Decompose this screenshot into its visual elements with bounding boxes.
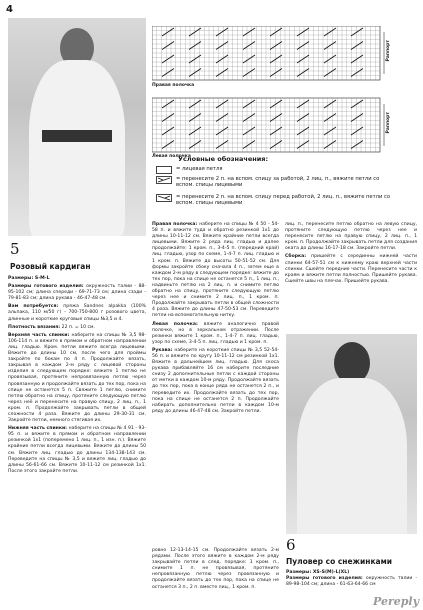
paragraph-heading: Размеры: S-M-L [8,276,50,281]
paragraph-heading: Нижняя часть спинки: [8,426,69,432]
paragraph [152,548,279,591]
paragraph [152,322,279,346]
section-5-number: 5 [10,240,20,258]
pullover-photo [286,334,417,534]
knit-stitch-symbol [156,166,172,174]
section-5-title: Розовый кардиган [10,262,91,271]
section-5-column-1 [8,276,146,477]
watermark: Pereply [372,595,419,608]
paragraph-heading: Размеры готового изделия: [8,284,87,290]
section-5-column-3 [285,222,417,287]
legend-title: Условные обозначения: [178,155,269,163]
right-front-grid [152,26,380,80]
page-number: 4 [6,4,13,15]
section-6-sizes: Размеры: XS-S(M)-L(XL) [286,570,350,575]
cardigan-photo [8,18,146,236]
paragraph-text: наберите на короткие спицы № 3,5 52-54-56 п. и вяжите по кругу 10-11-12 см резинкой 1х1. Вяжите в дальнейшем лиц. гладью. Для скоса рукава прибавляйте 16 см наберите последние снизу 2 дополнительные петли с каждой стороны от метки в каждом 10-м ряду. Продолжайте вязать до тех пор, пока в конце ряда не останется 2 п., и переведите их. Продолжайте вязать до тех пор, пока на спице не останется 2 п. Продолжайте набирать дополнительно петли в каждом 10-м ряду до длины 46-47-48 см. Закройте петли. [152,347,279,414]
paragraph-text: пряжа Sandnes alpakka (100% альпака, 110 м/50 г) - 700-750-800 г розового цвета, длинные и короткие круговые спицы №3,5 и 4. [8,304,146,322]
paragraph-heading: Вам потребуется: [8,304,64,310]
paragraph-text: лиц. п., перенесите петлю обратно на левую спицу, протяните следующую петлю через нее и перенесите петлю на правую спицу, 2 лиц. п., 1 кром. п. Продолжайте закрывать петли для создания оката до длины 16-17-18 см. Закройте петли. [285,222,417,252]
right-front-label: Правая полочка [152,83,195,88]
paragraph-text: наберите на спицы № 3,5 98-106-114 п. и вяжите в прямом и обратном направлении лиц. гладью. Кром. петли вяжите всегда лицевыми. Вяжите до длины 10 см, после чего для проймы закройте по бокам по 4 п. Продолжайте вязать, закрывая в каждом 2-м ряду с лицевой стороны изделия в следующем порядке: вяжите 1 петлю не провязывая, протяните непровязанную петлю через провязанную и продолжайте вязать до тех пор, пока на спице не останется 5 п. Свяжите 1 петлю, снимите петлю обратно на спицу, протяните следующую петлю через неё и перенесите на правую спицу, 2 лиц. п., 1 кром. п. Продолжайте закрывать петли в общей сложности 4 раза. Вяжите до длины 29-30-31 см. Закройте петли, немного стягивая их. [8,332,146,424]
paragraph-text: ровно 12-13-14-15 см. Продолжайте вязать 2-м рядами. После этого вяжите в каждом 2-м ряду закрывайте петли в след. порядке: 1 кром. п., снимите 1 п. не провязывая, протяните непровязанную петлю через провязанную и продолжайте вязать до тех пор, пока на спице не останется 3 п., 2 п. вместе лиц., 1 кром. п. [152,548,279,590]
section-6-column-2 [152,548,279,593]
paragraph-heading: Верхняя часть спинки: [8,332,72,338]
raport-label-top: Раппорт [386,40,391,62]
paragraph-text: пришейте с серединны нижней части спинки 64-57-51 см к нижнему краю верхней части спинки. Сшейте передние части. Перенесите части к краям и вяжите петли полностью. Пришейте рукава. Сшейте швы на плечах. Пришейте рукава. [285,254,417,284]
paragraph-heading: Плотность вязания: [8,324,62,330]
paragraph [8,276,146,282]
paragraph [285,222,417,252]
paragraph [152,222,279,320]
paragraph-heading: Левая полочка: [152,321,204,327]
paragraph-text: наберите на спицы № 4 50 - 54-58 п. и вяжите туда и обратно резинкой 1х1 до длины 10-11-12 см. Вяжите крайние петли всегда лицевыми. Вяжите 2 ряда лиц. гладью и далее продолжайте: 1 кром. п., 3-4-5 п. (передний край) лиц. гладью, узор по схеме, 1-4-7 п. лиц. гладью и 1 кром. п. Вяжите до высоты 50-51-52 см. Для формы закройте сбоку сначала 4 п., затем еще в каждом 2-м ряду в следующем порядке: вяжите до тех пор, пока на спице не останется 5 п., 1 лиц. п., надвиньте петлю на 2 лиц. п. и снимите петлю обратно на спицу, протяните следующую петлю через нее и снимите 2 лиц. п., 1 кром. п. Продолжайте закрывать петли в общей сложности 4 раза. Вяжите до длины 47-50-53 см. Переведите петли на вспомогательную нитку. [152,222,279,319]
cable-back-symbol [156,176,172,184]
chart-grids [152,26,392,154]
paragraph [8,426,146,475]
paragraph-heading: Рукава: [152,347,175,353]
paragraph-text: 22 п. = 10 см. [61,324,95,330]
legend-item-cable-front: = перенесите 2 п. на вспом. спицу перед работой, 2 лиц. п., вяжите петли со вспом. спицы лицевыми [156,194,396,206]
paragraph-text: окружность талии - 88-95-102 см; длина спереди - 69-71-73 см; длина сзади - 79-81-83 см; длина рукава - 46-47-48 см. [8,284,146,302]
paragraph-text: наберите на спицы № 4 91 - 93-95 п. и вяжите в прямом и обратном направлении резинкой 1х1 (поперемено 1 лиц. п., 1 изн. п.). Вяжите крайние петли всегда лицевыми. Вяжите до длины 50 см. Вяжите лиц. гладью до длины 134-138-143 см. Переведите на спицы № 3,5 и вяжите лиц. гладью до длины 56-61-66 см. Вяжите 10-11-12 см резинкой 1х1. После этого закройте петли. [8,426,146,474]
left-front-grid [152,98,380,152]
legend-item-cable-back: = перенесите 2 п. на вспом. спицу за работой, 2 лиц. п., вяжите петли со вспом. спицы лицевыми [156,176,396,188]
section-6-title: Пуловер со снежинками [286,557,392,566]
paragraph [285,254,417,284]
paragraph [8,333,146,424]
legend-item-knit: = лицевая петля [156,166,396,174]
paragraph [8,325,146,331]
cable-front-symbol [156,194,172,202]
section-5-column-2 [152,222,279,417]
paragraph-text: вяжите аналогично правой полочке, но в зеркальном отражении. После резинки вяжите 1 кром. п., 1-4-7 п. лиц. гладью, узор по схеме, 3-4-5 п. лиц. гладью и 1 кром. п. [152,321,279,345]
left-front-label: Левая полочка [152,154,191,159]
section-6-text: Размеры: XS-S(M)-L(XL) Размеры готового изделия: окружность талии - 89-98-104 см; длина - 61-63-64-66 см [286,570,417,588]
paragraph-heading: Сборка: [285,254,312,260]
paragraph-heading: Правая полочка: [152,222,200,227]
paragraph [8,304,146,322]
paragraph [152,348,279,415]
section-6-number: 6 [286,536,296,554]
paragraph [8,284,146,302]
raport-label-bottom: Раппорт [386,112,391,134]
